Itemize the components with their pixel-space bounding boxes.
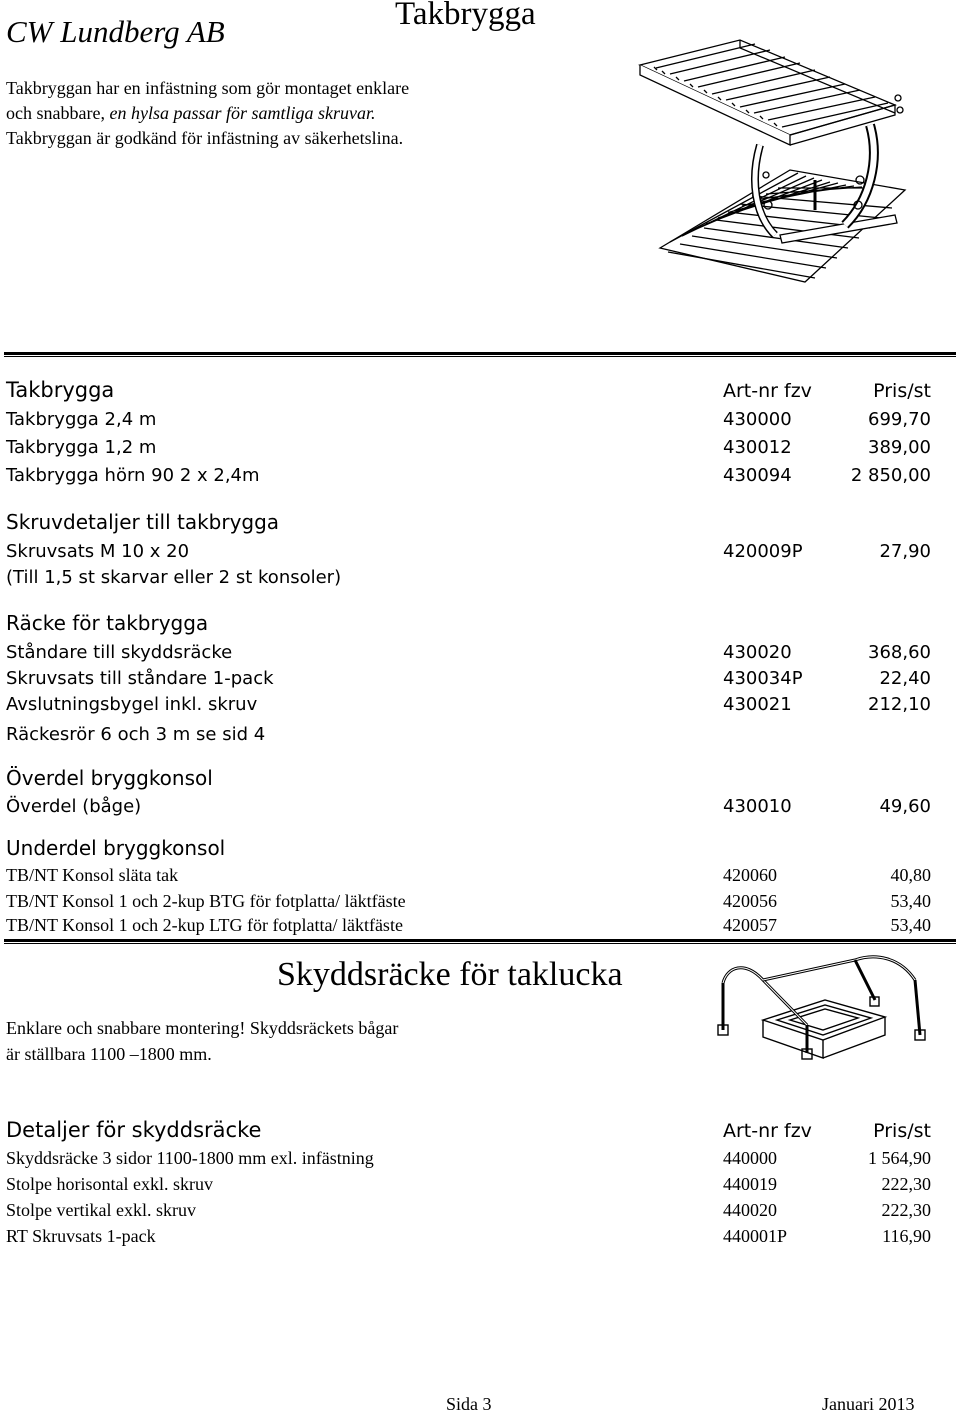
hatch-guardrail-illustration <box>715 945 945 1075</box>
row-art: 440020 <box>723 1200 777 1220</box>
table1-bottom-rule <box>4 939 956 942</box>
row-note: Räckesrör 6 och 3 m se sid 4 <box>6 724 266 745</box>
table-row <box>6 409 931 435</box>
row-price: 699,70 <box>868 409 931 430</box>
upper-heading: Överdel bryggkonsol <box>6 766 213 790</box>
row-name: Takbrygga hörn 90 2 x 2,4m <box>6 465 260 486</box>
row-name: TB/NT Konsol 1 och 2-kup BTG för fotplatta/ läktfäste <box>6 891 406 911</box>
row-name: Takbrygga 1,2 m <box>6 437 157 458</box>
row-price: 27,90 <box>879 541 931 562</box>
page-title: Takbrygga <box>395 0 536 32</box>
intro-line-1: Takbryggan har en infästning som gör montaget enklare <box>6 78 410 98</box>
row-price: 49,60 <box>879 796 931 817</box>
row-art: 420009P <box>723 541 803 562</box>
row-name: TB/NT Konsol 1 och 2-kup LTG för fotplatta/ läktfäste <box>6 915 403 935</box>
row-name: Skruvsats till ståndare 1-pack <box>6 668 274 689</box>
table-row <box>6 437 931 463</box>
row-art: 430034P <box>723 668 803 689</box>
row-name: Överdel (båge) <box>6 796 142 817</box>
intro-line-2 <box>6 101 409 126</box>
row-price: 1 564,90 <box>868 1148 931 1168</box>
section2-text <box>6 1015 398 1067</box>
row-art: 420056 <box>723 891 777 911</box>
table-row <box>6 1148 931 1174</box>
row-price: 222,30 <box>881 1174 931 1194</box>
section2-title: Skyddsräcke för taklucka <box>277 956 623 993</box>
section2-line-2: är ställbara 1100 –1800 mm. <box>6 1044 212 1064</box>
row-name: Takbrygga 2,4 m <box>6 409 157 430</box>
row-art: 440001P <box>723 1226 788 1246</box>
row-name: Skruvsats M 10 x 20 <box>6 541 190 562</box>
row-price: 212,10 <box>868 694 931 715</box>
table-row <box>6 865 931 891</box>
table-row <box>6 915 931 941</box>
table-row <box>6 541 931 567</box>
row-art: 420060 <box>723 865 777 885</box>
row-art: 430094 <box>723 465 792 486</box>
table-row <box>6 1226 931 1252</box>
roof-walkway-illustration <box>630 30 930 310</box>
table-row <box>6 1174 931 1200</box>
table2-header-price: Pris/st <box>873 1120 931 1142</box>
table2-header-art: Art-nr fzv <box>723 1120 812 1142</box>
lower-heading: Underdel bryggkonsol <box>6 836 226 860</box>
table-row <box>6 694 931 720</box>
row-price: 40,80 <box>890 865 931 885</box>
row-name: Stolpe vertikal exkl. skruv <box>6 1200 196 1220</box>
table1-header-price: Pris/st <box>873 380 931 402</box>
row-art: 440000 <box>723 1148 777 1168</box>
row-art: 430010 <box>723 796 792 817</box>
row-price: 53,40 <box>890 891 931 911</box>
table-row <box>6 891 931 917</box>
row-price: 2 850,00 <box>850 465 931 486</box>
table-row <box>6 668 931 694</box>
table1-header-row <box>6 378 931 404</box>
row-price: 389,00 <box>868 437 931 458</box>
section2-line-1: Enklare och snabbare montering! Skyddsräckets bågar <box>6 1018 399 1038</box>
footer-date: Januari 2013 <box>822 1394 915 1414</box>
row-price: 368,60 <box>868 642 931 663</box>
row-price: 116,90 <box>882 1226 931 1246</box>
row-name: Ståndare till skyddsräcke <box>6 642 233 663</box>
table2-header-name: Detaljer för skyddsräcke <box>6 1118 262 1142</box>
row-price: 53,40 <box>890 915 931 935</box>
table-row <box>6 1200 931 1226</box>
row-name: TB/NT Konsol släta tak <box>6 865 179 885</box>
page-number: Sida 3 <box>446 1394 492 1414</box>
row-note: (Till 1,5 st skarvar eller 2 st konsoler) <box>6 567 342 588</box>
screws-note <box>6 567 931 593</box>
row-art: 430012 <box>723 437 792 458</box>
railing-note <box>6 724 931 750</box>
row-name: Stolpe horisontal exkl. skruv <box>6 1174 213 1194</box>
row-art: 440019 <box>723 1174 777 1194</box>
row-price: 22,40 <box>879 668 931 689</box>
table-row <box>6 642 931 668</box>
intro-line-2-plain: och snabbare, <box>6 103 110 123</box>
row-name: Skyddsräcke 3 sidor 1100-1800 mm exl. infästning <box>6 1148 374 1168</box>
table-row <box>6 465 931 491</box>
screws-heading: Skruvdetaljer till takbrygga <box>6 510 280 534</box>
intro-line-2-italic: en hylsa passar för samtliga skruvar. <box>109 103 376 123</box>
table2-header-row <box>6 1118 931 1144</box>
row-price: 222,30 <box>881 1200 931 1220</box>
table1-header-name: Takbrygga <box>6 378 115 402</box>
table1-top-rule <box>4 352 956 355</box>
row-art: 430000 <box>723 409 792 430</box>
row-name: RT Skruvsats 1-pack <box>6 1226 156 1246</box>
table-row <box>6 796 931 822</box>
row-name: Avslutningsbygel inkl. skruv <box>6 694 258 715</box>
railing-heading: Räcke för takbrygga <box>6 611 209 635</box>
row-art: 430020 <box>723 642 792 663</box>
intro-line-3: Takbryggan är godkänd för infästning av säkerhetslina. <box>6 128 404 148</box>
company-name: CW Lundberg AB <box>6 14 225 49</box>
intro-text <box>6 76 409 151</box>
row-art: 430021 <box>723 694 792 715</box>
row-art: 420057 <box>723 915 777 935</box>
table1-header-art: Art-nr fzv <box>723 380 812 402</box>
